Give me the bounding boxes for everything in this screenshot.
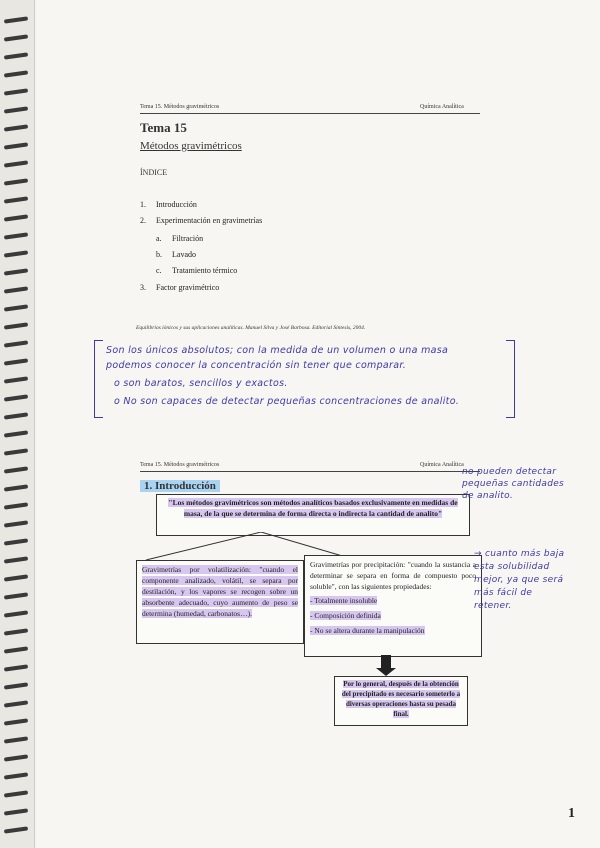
spiral-binding [0,0,35,848]
toc-item: 3. Factor gravimétrico [140,283,220,292]
toc-item: c. Tratamiento térmico [156,266,238,275]
handwritten-line: podemos conocer la concentración sin tener que comparar. [106,360,407,371]
running-header-left: Tema 15. Métodos gravimétricos [140,104,220,110]
precipitation-intro: Gravimetrías por precipitación: "cuando la sustancia a determinar se separa en forma de compuesto poco soluble", con las siguientes propiedades: [310,560,476,591]
definition-text: "Los métodos gravimétricos son métodos analíticos basados exclusivamente en medidas de masa, de la que se determina de forma directa o indirecta la cantidad de analito" [168,498,458,518]
handwritten-line: o son baratos, sencillos y exactos. [114,378,288,389]
definition-box [156,494,470,536]
precipitate-note-text: Por lo general, después de la obtención del precipitado es necesario someterlo a diversas operaciones hasta su pesada final. [341,680,461,718]
volatilization-text: Gravimetrías por volatilización: "cuando el componente analizado, volátil, se separa por destilación, y los vapores se recogen sobre un absorbente adecuado, cuyo aumento de peso se determina (humedad, carbonatos…). [142,565,298,618]
down-arrow-icon [381,655,391,669]
bibliography-reference: Equilibrios iónicos y sus aplicaciones analíticas. Manuel Silva y José Barbosa. Editorial Síntesis, 2004. [136,325,366,331]
left-bracket [94,340,103,418]
running-header-right: Química Analítica [420,104,464,110]
handwritten-line: Son los únicos absolutos; con la medida de un volumen o una masa [106,345,449,356]
precipitate-note-box [334,676,468,726]
toc-item: 2. Experimentación en gravimetrías [140,216,263,225]
toc-item: a. Filtración [156,234,204,243]
header-rule [140,471,480,472]
slide-title: Tema 15 [140,120,187,135]
running-header-right: Química Analítica [420,462,464,468]
running-header-left: Tema 15. Métodos gravimétricos [140,462,220,468]
toc-item: b. Lavado [156,250,196,259]
volatilization-box [136,560,304,644]
property-item: - No se altera durante la manipulación [310,626,425,635]
toc-item: 1. Introducción [140,200,197,209]
property-item: - Totalmente insoluble [310,596,378,605]
margin-note-top: no pueden detectar pequeñas cantidades de analito. [462,467,565,501]
precipitation-box [304,555,482,657]
page-number: 1 [568,806,575,821]
margin-note-middle: → cuanto más baja esta solubilidad mejor, ya que será más fácil de retener. [474,549,565,611]
slide-subtitle: Métodos gravimétricos [140,140,242,152]
handwritten-line: o No son capaces de detectar pequeñas concentraciones de analito. [114,396,460,407]
arrow-head-icon [376,668,396,676]
index-label: ÍNDICE [140,168,168,177]
notebook-page [36,0,600,848]
right-bracket [506,340,515,418]
header-rule [140,113,480,114]
property-item: - Composición definida [310,611,381,620]
section-title: 1. Introducción [140,480,220,492]
